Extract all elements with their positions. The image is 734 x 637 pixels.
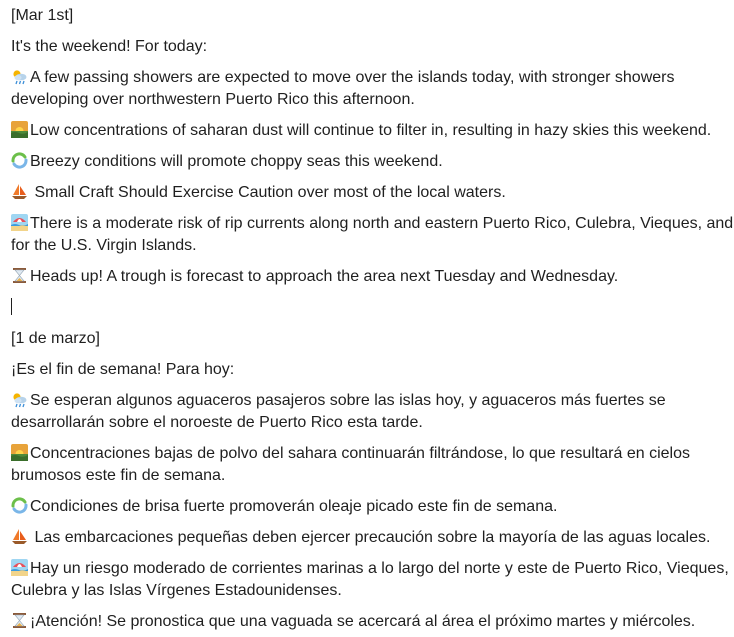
english-item-trough bbox=[11, 266, 734, 288]
spanish-item-rip-currents-text: Hay un riesgo moderado de corrientes marinas a lo largo del norte y este de Puerto Rico, Vieques, Culebra y las Islas Vírgenes Estadounidenses. bbox=[11, 560, 729, 599]
beach-umbrella-icon bbox=[11, 559, 28, 576]
english-item-breezy-text: Breezy conditions will promote choppy seas this weekend. bbox=[30, 153, 443, 170]
sunrise-haze-icon bbox=[11, 444, 28, 461]
hourglass-icon bbox=[11, 267, 28, 284]
english-item-showers-text: A few passing showers are expected to move over the islands today, with stronger showers developing over northwestern Puerto Rico this afternoon. bbox=[11, 69, 675, 108]
wind-wave-icon bbox=[11, 152, 28, 169]
hourglass-icon bbox=[11, 612, 28, 629]
wind-wave-icon bbox=[11, 497, 28, 514]
spanish-item-small-craft-text: Las embarcaciones pequeñas deben ejercer precaución sobre la mayoría de las aguas locales. bbox=[30, 529, 711, 546]
spanish-item-trough-text: ¡Atención! Se pronostica que una vaguada se acercará al área el próximo martes y miércoles. bbox=[30, 613, 696, 630]
spanish-item-showers bbox=[11, 390, 734, 434]
spanish-intro: ¡Es el fin de semana! Para hoy: bbox=[11, 361, 235, 378]
sunrise-haze-icon bbox=[11, 121, 28, 138]
spanish-item-dust-text: Concentraciones bajas de polvo del sahara continuarán filtrándose, lo que resultará en cielos brumosos este fin de semana. bbox=[11, 445, 690, 484]
text-cursor-line[interactable] bbox=[11, 297, 734, 319]
spanish-date: [1 de marzo] bbox=[11, 330, 100, 347]
sun-behind-rain-cloud-icon bbox=[11, 391, 28, 408]
english-item-rip-currents bbox=[11, 213, 734, 257]
english-item-rip-currents-text: There is a moderate risk of rip currents along north and eastern Puerto Rico, Culebra, Vieques, and for the U.S. Virgin Islands. bbox=[11, 215, 734, 254]
sailboat-icon bbox=[11, 528, 28, 545]
english-item-trough-text: Heads up! A trough is forecast to approach the area next Tuesday and Wednesday. bbox=[30, 268, 619, 285]
english-item-showers bbox=[11, 67, 734, 111]
text-caret bbox=[11, 298, 12, 315]
english-date: [Mar 1st] bbox=[11, 7, 74, 24]
sun-behind-rain-cloud-icon bbox=[11, 68, 28, 85]
spanish-item-trough bbox=[11, 611, 734, 633]
english-item-dust bbox=[11, 120, 734, 142]
spanish-item-small-craft bbox=[11, 527, 734, 549]
spanish-item-showers-text: Se esperan algunos aguaceros pasajeros sobre las islas hoy, y aguaceros más fuertes se desarrollarán sobre el noroeste de Puerto Rico esta tarde. bbox=[11, 392, 666, 431]
spanish-item-breezy-text: Condiciones de brisa fuerte promoverán oleaje picado este fin de semana. bbox=[30, 498, 558, 515]
english-item-breezy bbox=[11, 151, 734, 173]
english-intro: It's the weekend! For today: bbox=[11, 38, 208, 55]
spanish-item-breezy bbox=[11, 496, 734, 518]
sailboat-icon bbox=[11, 183, 28, 200]
spanish-item-dust bbox=[11, 443, 734, 487]
english-item-dust-text: Low concentrations of saharan dust will continue to filter in, resulting in hazy skies this weekend. bbox=[30, 122, 712, 139]
english-item-small-craft bbox=[11, 182, 734, 204]
spanish-item-rip-currents bbox=[11, 558, 734, 602]
beach-umbrella-icon bbox=[11, 214, 28, 231]
english-item-small-craft-text: Small Craft Should Exercise Caution over most of the local waters. bbox=[30, 184, 506, 201]
